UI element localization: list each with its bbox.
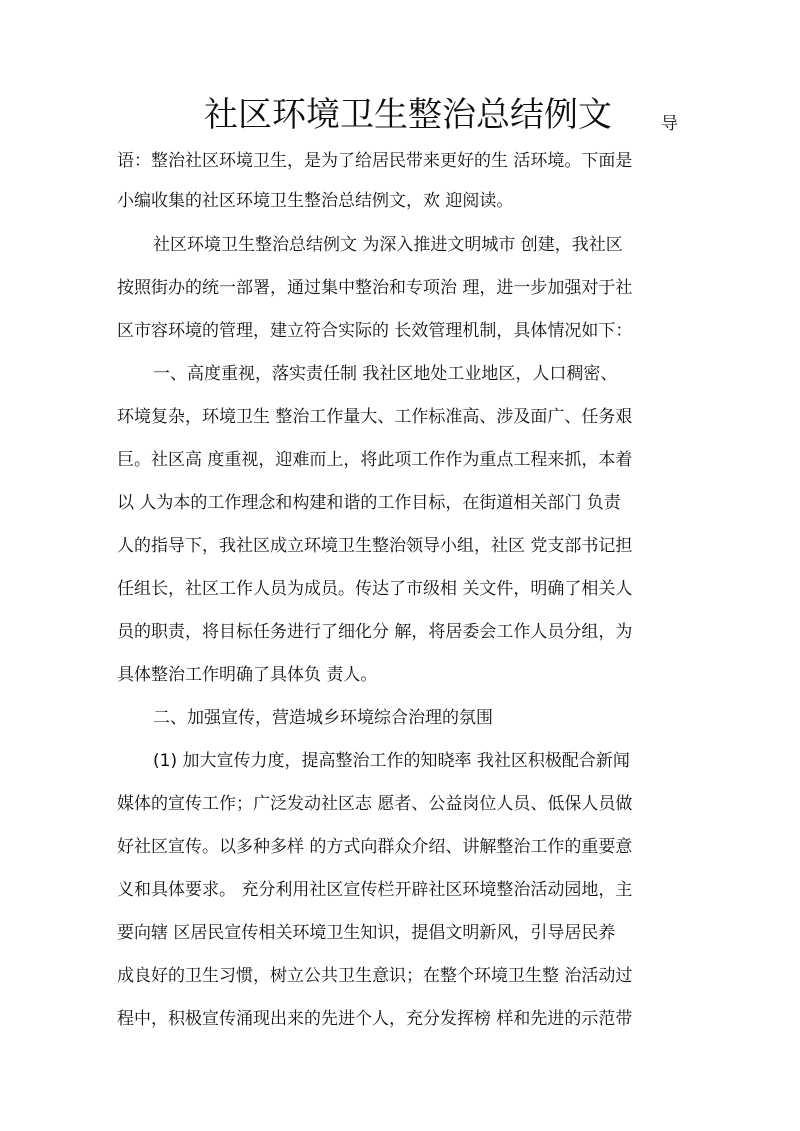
body-line-2: 小编收集的社区环境卫生整治总结例文，欢 迎阅读。 [117,191,514,211]
body-line-10: 人的指导下，我社区成立环境卫生整治领导小组，社区 党支部书记担 [117,536,633,556]
body-line-15: (1) 加大宣传力度，提高整治工作的知晓率 我社区积极配合新闻 [153,751,630,771]
body-line-20: 成良好的卫生习惯，树立公共卫生意识；在整个环境卫生整 治活动过 [117,966,633,986]
body-line-4: 按照街办的统一部署，通过集中整治和专项治 理，进一步加强对于社 [117,278,633,298]
body-line-7: 环境复杂，环境卫生 整治工作量大、工作标准高、涉及面广、任务艰 [117,407,633,427]
body-line-21: 程中，积极宣传涌现出来的先进个人，充分发挥榜 样和先进的示范带 [117,1009,633,1029]
body-line-9: 以 人为本的工作理念和构建和谐的工作目标，在街道相关部门 负责 [117,493,621,513]
body-line-6: 一、高度重视，落实责任制 我社区地处工业地区，人口稠密、 [153,364,618,384]
section-heading-2: 二、加强宣传，营造城乡环境综合治理的氛围 [153,708,493,728]
body-line-5: 区市容环境的管理，建立符合实际的 长效管理机制，具体情况如下： [117,321,633,341]
body-line-3: 社区环境卫生整治总结例文 为深入推进文明城市 创建，我社区 [153,235,623,255]
body-line-16: 媒体的宣传工作；广泛发动社区志 愿者、公益岗位人员、低保人员做 [117,794,633,814]
body-line-19: 要向辖 区居民宣传相关环境卫生知识，提倡文明新风，引导居民养 [117,923,616,943]
body-line-18: 义和具体要求。 充分利用社区宣传栏开辟社区环境整治活动园地，主 [117,880,633,900]
title-trailing-text: 导 [661,114,678,134]
body-line-17: 好社区宣传。以多种多样 的方式向群众介绍、讲解整治工作的重要意 [117,837,633,857]
body-line-13: 具体整治工作明确了具体负 责人。 [117,665,378,685]
body-line-12: 员的职责，将目标任务进行了细化分 解，将居委会工作人员分组，为 [117,622,633,642]
body-line-11: 任组长，社区工作人员为成员。传达了市级相 关文件，明确了相关人 [117,579,633,599]
document-title: 社区环境卫生整治总结例文 [204,95,612,135]
body-line-1: 语：整治社区环境卫生，是为了给居民带来更好的生 活环境。下面是 [117,151,633,171]
body-line-8: 巨。社区高 度重视，迎难而上，将此项工作作为重点工程来抓，本着 [117,450,633,470]
